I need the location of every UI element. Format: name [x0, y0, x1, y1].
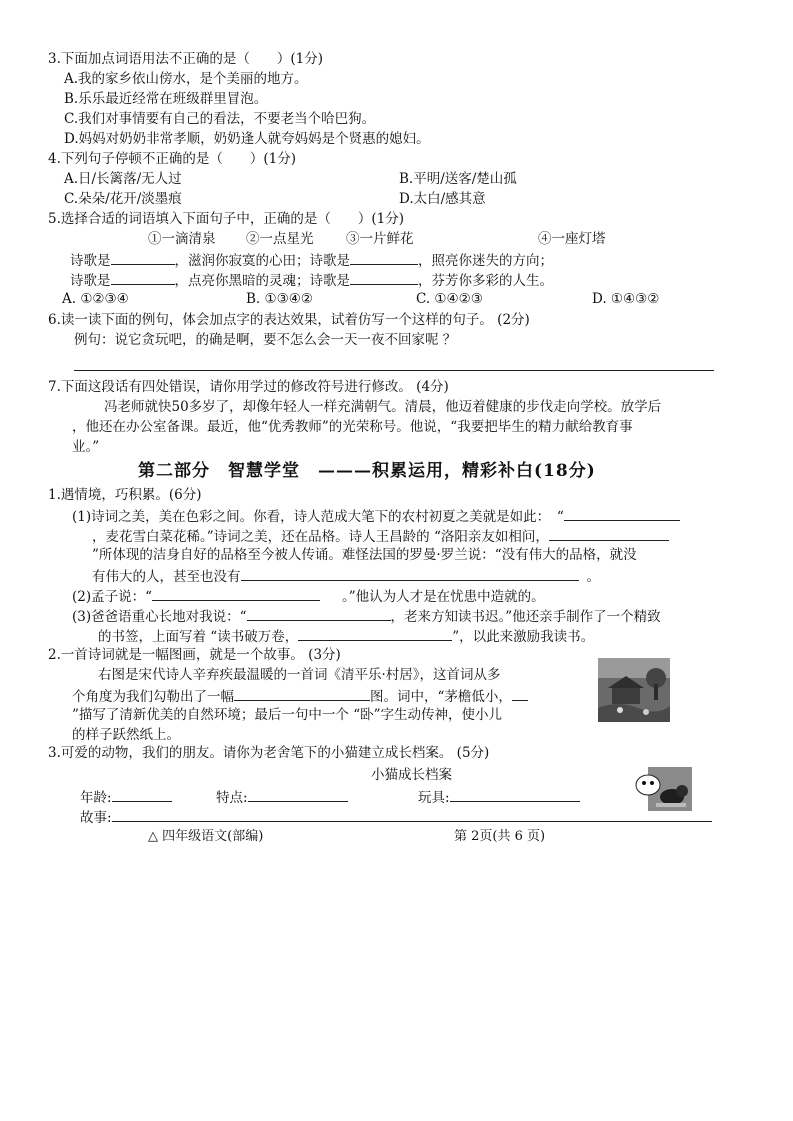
cat-toy-field: 玩具: — [418, 787, 580, 807]
cat-age-blank[interactable] — [112, 787, 172, 802]
cat-age-field: 年龄: — [80, 787, 172, 807]
q4-option-c: C.朵朵/花开/淡墨痕 — [64, 191, 182, 207]
q5-blank-4[interactable] — [350, 270, 418, 285]
s2-q1-blank-4[interactable] — [152, 586, 320, 601]
s2-q2-blank-2[interactable] — [512, 686, 528, 701]
s2-q1-line-2: ，麦花雪白菜花稀。”诗词之美，还在品格。诗人王昌龄的 “洛阳亲友如相问， — [92, 526, 669, 546]
s2-q2-line-2: 个角度为我们勾勒出了一幅 图。词中，“茅檐低小， — [72, 686, 528, 706]
s2-q2-line-4: 的样子跃然纸上。 — [72, 727, 180, 743]
s2-q1-blank-3[interactable] — [241, 566, 579, 581]
q4-option-a: A.日/长篱落/无人过 — [64, 171, 182, 187]
cat-story-blank[interactable] — [112, 807, 712, 822]
q4-stem: 4.下列句子停顿不正确的是（ ）(1分) — [48, 151, 297, 167]
cat-story-field: 故事: — [80, 807, 712, 827]
cat-picture — [626, 767, 692, 811]
q6-answer-line[interactable] — [74, 370, 714, 371]
q3-option-a: A.我的家乡依山傍水，是个美丽的地方。 — [64, 71, 308, 87]
q5-blank-1[interactable] — [111, 250, 175, 265]
q5-blank-3[interactable] — [111, 270, 175, 285]
s2-q1-stem: 1.遇情境，巧积累。(6分) — [48, 487, 202, 503]
q5-blank-2[interactable] — [350, 250, 418, 265]
q5-sentence-2: 诗歌是 ，点亮你黑暗的灵魂；诗歌是 ，芬芳你多彩的人生。 — [70, 270, 553, 290]
q5-option-d: D. ①④③② — [592, 291, 660, 307]
q3-stem: 3.下面加点词语用法不正确的是（ ）(1分) — [48, 51, 324, 67]
q3-option-c: C.我们对事情要有自己的看法，不要老当个哈巴狗。 — [64, 111, 376, 127]
s2-q1-blank-5[interactable] — [247, 606, 391, 621]
s2-q1-line-4: 有伟大的人，甚至也没有 。 — [92, 566, 600, 586]
village-poem-picture — [598, 658, 670, 722]
q6-example: 例句：说它贪玩吧，的确是啊，要不怎么会一天一夜不回家呢 ？ — [74, 332, 457, 348]
s2-q3-stem: 3.可爱的动物，我们的朋友。请你为老舍笔下的小猫建立成长档案。 (5分) — [48, 745, 490, 761]
q5-option-a: A. ①②③④ — [62, 291, 129, 307]
q5-option-b: B. ①③④② — [246, 291, 313, 307]
village-scene-illustration — [598, 658, 670, 722]
q7-passage-line-3: 业。” — [72, 439, 100, 455]
s2-q2-stem: 2.一首诗词就是一幅图画，就是一个故事。 (3分) — [48, 647, 341, 663]
footer-page-number: 第 2页(共 6 页) — [454, 829, 546, 844]
q5-word-4: ④一座灯塔 — [538, 231, 606, 247]
q3-option-b: B.乐乐最近经常在班级群里冒泡。 — [64, 91, 268, 107]
q6-stem: 6.读一读下面的例句，体会加点字的表达效果，试着仿写一个这样的句子。 (2分) — [48, 312, 530, 328]
s2-q2-blank-1[interactable] — [234, 686, 370, 701]
q5-word-3: ③一片鲜花 — [346, 231, 414, 247]
section-2-heading: 第二部分 智慧学堂 ———积累运用，精彩补白(18分) — [138, 461, 596, 481]
q7-passage-line-2: ，他还在办公室备课。最近，他“优秀教师”的光荣称号。他说，“我要把毕生的精力献给教育事 — [72, 419, 633, 435]
s2-q1-blank-2[interactable] — [549, 526, 669, 541]
s2-q1-line-3: ”所体现的洁身自好的品格至今被人传诵。难怪法国的罗曼·罗兰说：“没有伟大的品格，就没 — [92, 547, 637, 563]
q5-word-2: ②一点星光 — [246, 231, 314, 247]
cat-toy-blank[interactable] — [450, 787, 580, 802]
s2-q1-line-6: (3)爸爸语重心长地对我说：“ ，老来方知读书迟。”他还亲手制作了一个精致 — [72, 606, 661, 626]
q7-passage-line-1: 冯老师就快50多岁了，却像年轻人一样充满朝气。清晨，他迈着健康的步伐走向学校。放学后 — [104, 399, 662, 415]
cat-profile-title: 小猫成长档案 — [371, 767, 452, 783]
s2-q2-line-3: ”描写了清新优美的自然环境；最后一句中一个 “卧”字生动传神，使小儿 — [72, 707, 502, 723]
q5-stem: 5.选择合适的词语填入下面句子中，正确的是（ ）(1分) — [48, 211, 405, 227]
q4-option-d: D.太白/感其意 — [399, 191, 486, 207]
q5-sentence-1: 诗歌是 ，滋润你寂寞的心田；诗歌是 ，照亮你迷失的方向； — [70, 250, 553, 270]
footer-subject: △ 四年级语文(部编) — [148, 829, 264, 844]
q4-option-b: B.平明/送客/楚山孤 — [399, 171, 517, 187]
cat-trait-blank[interactable] — [248, 787, 348, 802]
s2-q1-blank-1[interactable] — [564, 506, 680, 521]
q3-option-d: D.妈妈对奶奶非常孝顺，奶奶逢人就夸妈妈是个贤惠的媳妇。 — [64, 131, 430, 147]
s2-q1-line-5: (2)孟子说：“ 。”他认为人才是在忧患中造就的。 — [72, 586, 545, 606]
s2-q2-line-1: 右图是宋代诗人辛弃疾最温暖的一首词《清平乐·村居》，这首词从多 — [98, 667, 501, 683]
q7-stem: 7.下面这段话有四处错误，请你用学过的修改符号进行修改。 (4分) — [48, 379, 449, 395]
q5-word-1: ①一滴清泉 — [148, 231, 216, 247]
s2-q1-blank-6[interactable] — [298, 626, 452, 641]
s2-q1-line-7: 的书签，上面写着 “读书破万卷， ”，以此来激励我读书。 — [98, 626, 594, 646]
kitten-illustration — [626, 767, 692, 811]
s2-q1-line-1: (1)诗词之美，美在色彩之间。你看，诗人范成大笔下的农村初夏之美就是如此： “ — [72, 506, 680, 526]
q5-option-c: C. ①④②③ — [416, 291, 483, 307]
cat-trait-field: 特点: — [216, 787, 348, 807]
